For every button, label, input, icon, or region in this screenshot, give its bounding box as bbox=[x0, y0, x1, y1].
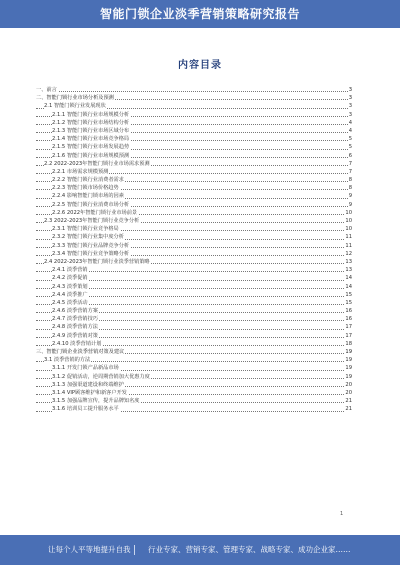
toc-entry-label: 3.1 淡季营销的方法 bbox=[44, 357, 91, 364]
toc-entry[interactable] bbox=[36, 209, 352, 217]
toc-entry[interactable] bbox=[36, 405, 352, 413]
toc-entry[interactable] bbox=[36, 283, 352, 291]
toc-entry-page: 13 bbox=[345, 258, 352, 265]
toc-entry[interactable] bbox=[36, 389, 352, 397]
toc-entry-label: 3.1.1 开发门锁产品新品市场 bbox=[52, 365, 119, 372]
toc-entry-label: 2.4.10 淡季营销计划 bbox=[52, 340, 102, 347]
page-number: 1 bbox=[340, 511, 344, 517]
toc-entry-label: 2.3 2022-2023年智能门锁行业竞争分析 bbox=[44, 218, 140, 224]
footer-experts: 行业专家、营销专家、管理专家、战略专家、成功企业家…… bbox=[148, 545, 351, 554]
dot-leader bbox=[36, 91, 352, 92]
footer-divider bbox=[134, 545, 135, 555]
toc-entry[interactable] bbox=[36, 397, 352, 405]
toc-entry[interactable] bbox=[36, 274, 352, 282]
toc-entry-page: 4 bbox=[348, 127, 352, 134]
toc-entry-page: 8 bbox=[348, 185, 352, 192]
toc-entry[interactable] bbox=[36, 323, 352, 331]
toc-entry-page: 11 bbox=[345, 234, 352, 241]
toc-entry-label: 3.1.5 加强品牌宣传，提升品牌知名度 bbox=[52, 398, 140, 405]
toc-entry-label: 2.3.3 智能门锁行业品牌竞争分析 bbox=[52, 242, 130, 249]
toc-entry-label: 2.3.4 智能门锁行业竞争策略分析 bbox=[52, 250, 130, 257]
toc-entry-page: 11 bbox=[345, 242, 352, 249]
toc-entry[interactable] bbox=[36, 168, 352, 176]
toc-entry[interactable] bbox=[36, 217, 352, 225]
toc-entry-label: 2.2.4 影响智能门锁市场的因素 bbox=[52, 193, 124, 200]
toc-entry-page: 19 bbox=[345, 357, 352, 364]
toc-entry[interactable] bbox=[36, 373, 352, 381]
toc-entry-page: 19 bbox=[345, 365, 352, 372]
toc-entry-label: 二、智能门锁行业市场分析及预测 bbox=[36, 95, 114, 102]
toc-entry-label: 2.1.1 智能门锁行业市场规模分析 bbox=[52, 111, 130, 118]
toc-entry-label: 2.4.9 淡季营销对策 bbox=[52, 332, 98, 339]
toc-entry-label: 2.4 2022-2023年智能门锁行业淡季营销策略 bbox=[44, 258, 150, 265]
toc-entry-label: 2.2.1 市场需求规模预测 bbox=[52, 168, 109, 175]
toc-entry-label: 2.2.6 2022年智能门锁行业市场前景 bbox=[52, 209, 138, 216]
toc-entry-page: 16 bbox=[345, 308, 352, 315]
toc-entry-page: 5 bbox=[348, 136, 352, 143]
toc-entry[interactable] bbox=[36, 364, 352, 372]
toc-entry[interactable] bbox=[36, 184, 352, 192]
toc-entry-page: 15 bbox=[345, 299, 352, 306]
toc-entry[interactable] bbox=[36, 381, 352, 389]
toc-entry[interactable] bbox=[36, 348, 352, 356]
header-bar bbox=[0, 0, 400, 28]
toc-entry[interactable] bbox=[36, 176, 352, 184]
toc-entry-page: 7 bbox=[348, 160, 352, 167]
toc-entry-label: 2.1.5 智能门锁行业市场发展趋势 bbox=[52, 144, 130, 151]
toc-entry[interactable] bbox=[36, 102, 352, 110]
toc-entry-page: 4 bbox=[348, 119, 352, 126]
toc-entry-page: 17 bbox=[345, 324, 352, 331]
toc-entry-page: 3 bbox=[348, 103, 352, 110]
toc-entry-page: 6 bbox=[348, 152, 352, 159]
toc-entry-label: 2.4.7 淡季营销技巧 bbox=[52, 316, 98, 323]
toc-entry[interactable] bbox=[36, 356, 352, 364]
toc-entry[interactable] bbox=[36, 315, 352, 323]
toc-entry-label: 2.1.6 智能门锁行业市场规模预测 bbox=[52, 152, 130, 159]
toc-entry-label: 3.1.2 促销活动，逆周期营销加大优惠力度 bbox=[52, 373, 150, 380]
toc-entry-page: 3 bbox=[348, 111, 352, 118]
toc-entry[interactable] bbox=[36, 111, 352, 119]
toc-entry[interactable] bbox=[36, 152, 352, 160]
toc-entry[interactable] bbox=[36, 225, 352, 233]
toc-entry-label: 2.2 2022-2023年智能门锁行业市场需求预测 bbox=[44, 160, 150, 167]
toc-entry-page: 9 bbox=[348, 201, 352, 208]
toc-entry-label: 2.3.1 智能门锁行业竞争格局 bbox=[52, 226, 119, 233]
toc-entry-label: 2.2.2 智能门锁行业消费者需求 bbox=[52, 177, 124, 184]
toc-entry[interactable] bbox=[36, 143, 352, 151]
toc-entry-page: 5 bbox=[348, 144, 352, 151]
toc-entry-page: 8 bbox=[348, 177, 352, 184]
toc-entry-label: 2.4.6 淡季营销方案 bbox=[52, 308, 98, 315]
toc-entry-page: 21 bbox=[345, 406, 352, 413]
toc-entry[interactable] bbox=[36, 340, 352, 348]
toc-entry[interactable] bbox=[36, 201, 352, 209]
toc-entry[interactable] bbox=[36, 233, 352, 241]
toc-entry-label: 2.4.2 淡季促销 bbox=[52, 275, 88, 282]
table-of-contents bbox=[36, 86, 352, 414]
toc-entry[interactable] bbox=[36, 332, 352, 340]
toc-entry-label: 2.1.2 智能门锁行业市场结构分析 bbox=[52, 119, 130, 126]
toc-entry-label: 2.4.4 淡季推广 bbox=[52, 291, 88, 298]
toc-entry-page: 13 bbox=[345, 267, 352, 274]
toc-entry-label: 3.1.4 VIP顾客维护和新客户开发 bbox=[52, 389, 127, 396]
toc-entry-page: 7 bbox=[348, 168, 352, 175]
report-title: 智能门锁企业淡季营销策略研究报告 bbox=[99, 7, 300, 21]
footer-slogan: 让每个人平等地提升自我 bbox=[48, 545, 131, 554]
toc-entry-label: 3.1.6 培训员工提升服务水平 bbox=[52, 406, 119, 413]
toc-entry-page: 21 bbox=[345, 398, 352, 405]
toc-entry-page: 17 bbox=[345, 332, 352, 339]
toc-entry-label: 2.1.4 智能门锁行业市场竞争格局 bbox=[52, 136, 130, 143]
toc-entry-page: 10 bbox=[345, 209, 352, 216]
toc-entry-page: 14 bbox=[345, 275, 352, 282]
toc-entry-label: 3.1.3 加强渠道建设和终端维护 bbox=[52, 381, 124, 388]
toc-entry-label: 2.2.5 智能门锁行业消费市场分析 bbox=[52, 201, 130, 208]
toc-entry[interactable] bbox=[36, 266, 352, 274]
footer-bar bbox=[0, 535, 400, 565]
toc-entry-label: 一、前言 bbox=[36, 87, 57, 93]
toc-entry-page: 10 bbox=[345, 226, 352, 233]
toc-entry[interactable] bbox=[36, 242, 352, 250]
toc-entry-page: 20 bbox=[345, 389, 352, 396]
toc-entry-page: 18 bbox=[345, 340, 352, 347]
toc-entry-page: 10 bbox=[345, 218, 352, 224]
toc-entry-label: 2.1.3 智能门锁行业市场区域分布 bbox=[52, 127, 130, 134]
toc-entry-label: 2.4.5 淡季活动 bbox=[52, 299, 88, 306]
toc-entry[interactable] bbox=[36, 192, 352, 200]
toc-entry-page: 15 bbox=[345, 291, 352, 298]
toc-entry-page: 3 bbox=[348, 87, 352, 93]
toc-entry-page: 16 bbox=[345, 316, 352, 323]
toc-entry-label: 2.1 智能门锁行业发展现状 bbox=[44, 103, 106, 110]
toc-entry[interactable] bbox=[36, 291, 352, 299]
toc-entry-label: 三、智能门锁企业淡季营销对策及建议 bbox=[36, 349, 125, 355]
toc-entry[interactable] bbox=[36, 86, 352, 94]
toc-entry-label: 2.3.2 智能门锁行业集中度分析 bbox=[52, 234, 124, 241]
toc-entry-page: 3 bbox=[348, 95, 352, 102]
toc-title: 内容目录 bbox=[178, 60, 222, 71]
toc-entry-page: 20 bbox=[345, 381, 352, 388]
toc-entry-page: 19 bbox=[345, 349, 352, 355]
toc-entry-label: 2.4.1 淡季营销 bbox=[52, 267, 88, 274]
toc-entry-page: 19 bbox=[345, 373, 352, 380]
toc-entry[interactable] bbox=[36, 94, 352, 102]
toc-entry-label: 2.4.8 淡季营销方法 bbox=[52, 324, 98, 331]
toc-entry[interactable] bbox=[36, 258, 352, 266]
toc-entry-label: 2.4.3 淡季策划 bbox=[52, 283, 88, 290]
toc-entry[interactable] bbox=[36, 307, 352, 315]
toc-entry[interactable] bbox=[36, 127, 352, 135]
toc-entry-label: 2.2.3 智能门锁市场价格趋势 bbox=[52, 185, 119, 192]
toc-entry[interactable] bbox=[36, 119, 352, 127]
toc-entry[interactable] bbox=[36, 250, 352, 258]
toc-entry-page: 14 bbox=[345, 283, 352, 290]
toc-entry-page: 9 bbox=[348, 193, 352, 200]
toc-entry[interactable] bbox=[36, 160, 352, 168]
toc-entry[interactable] bbox=[36, 135, 352, 143]
toc-entry-page: 12 bbox=[345, 250, 352, 257]
toc-entry[interactable] bbox=[36, 299, 352, 307]
